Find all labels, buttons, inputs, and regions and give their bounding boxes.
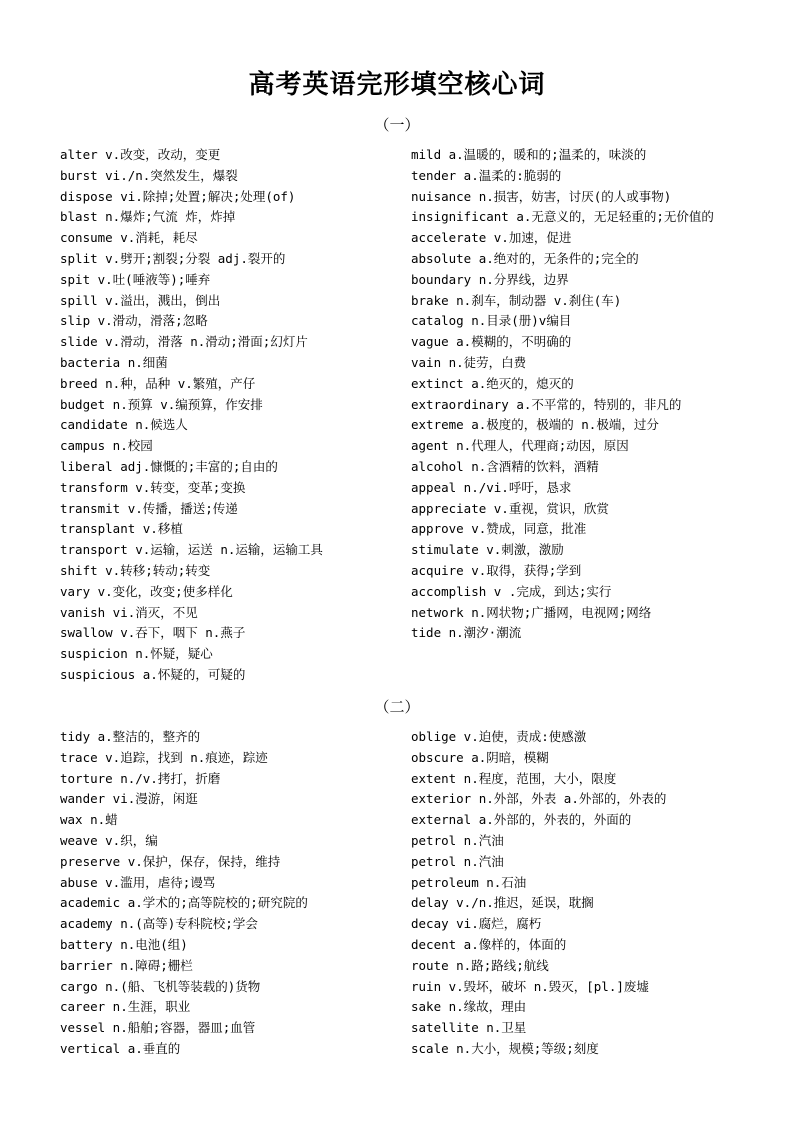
vocab-entry: obscure a.阴暗，模糊 bbox=[411, 749, 549, 765]
vocab-entry: mild a.温暖的，暖和的;温柔的，味淡的 bbox=[411, 147, 647, 162]
section-1-right-column bbox=[411, 145, 736, 644]
vocab-entry: battery n.电池(组) bbox=[60, 936, 188, 952]
vocab-entry: slip v.滑动，滑落;忽略 bbox=[60, 313, 208, 329]
vocab-entry: preserve v.保护，保存，保持，维持 bbox=[60, 853, 281, 869]
vocab-entry: career n.生涯，职业 bbox=[60, 999, 191, 1015]
vocab-entry: decent a.像样的，体面的 bbox=[411, 936, 567, 952]
vocab-entry: vanish vi.消灭，不见 bbox=[60, 604, 198, 620]
vocab-entry: liberal adj.慷慨的;丰富的;自由的 bbox=[60, 458, 278, 474]
vocab-entry: suspicious a.怀疑的，可疑的 bbox=[60, 666, 246, 682]
vocab-entry: appreciate v.重视，赏识，欣赏 bbox=[411, 500, 609, 516]
vocab-entry: vague a.模糊的，不明确的 bbox=[411, 334, 572, 350]
vocab-entry: satellite n.卫星 bbox=[411, 1020, 527, 1036]
vocab-entry: wander vi.漫游，闲逛 bbox=[60, 791, 198, 807]
vocab-entry: campus n.校园 bbox=[60, 438, 153, 454]
vocab-entry: extreme a.极度的，极端的 n.极端，过分 bbox=[411, 417, 659, 433]
vocab-entry: vain n.徒劳，白费 bbox=[411, 354, 527, 370]
vocab-entry: spit v.吐(唾液等);唾弃 bbox=[60, 271, 211, 287]
vocab-entry: petroleum n.石油 bbox=[411, 874, 527, 890]
vocab-entry: vessel n.船舶;容器，器皿;血管 bbox=[60, 1020, 256, 1036]
vocab-entry: absolute a.绝对的，无条件的;完全的 bbox=[411, 250, 639, 266]
vocab-entry: transmit v.传播，播送;传递 bbox=[60, 500, 238, 516]
vocab-entry: accelerate v.加速，促进 bbox=[411, 230, 572, 246]
vocab-entry: suspicion n.怀疑，疑心 bbox=[60, 646, 213, 662]
vocab-entry: budget n.预算 v.编预算，作安排 bbox=[60, 396, 263, 412]
vocab-entry: extraordinary a.不平常的，特别的，非凡的 bbox=[411, 396, 682, 412]
vocab-entry: blast n.爆炸;气流 炸，炸掉 bbox=[60, 209, 236, 225]
vocab-entry: petrol n.汽油 bbox=[411, 853, 504, 869]
vocab-entry: approve v.赞成，同意，批准 bbox=[411, 521, 587, 537]
vocab-entry: brake n.刹车，制动器 v.刹住(车) bbox=[411, 292, 622, 308]
vocab-entry: academy n.(高等)专科院校;学会 bbox=[60, 916, 258, 932]
vocab-entry: candidate n.候选人 bbox=[60, 417, 188, 433]
vocab-entry: stimulate v.刺激，激励 bbox=[411, 542, 564, 558]
vocab-entry: petrol n.汽油 bbox=[411, 832, 504, 848]
vocab-entry: vary v.变化，改变;使多样化 bbox=[60, 583, 233, 599]
vocab-entry: vertical a.垂直的 bbox=[60, 1040, 181, 1056]
vocab-entry: shift v.转移;转动;转变 bbox=[60, 562, 211, 578]
vocab-entry: weave v.织，编 bbox=[60, 832, 158, 848]
vocab-entry: torture n./v.拷打，折磨 bbox=[60, 770, 221, 786]
vocab-entry: tide n.潮汐·潮流 bbox=[411, 625, 522, 641]
vocab-entry: appeal n./vi.呼吁，恳求 bbox=[411, 479, 572, 495]
vocab-entry: nuisance n.损害，妨害，讨厌(的人或事物) bbox=[411, 188, 672, 204]
vocab-entry: exterior n.外部，外表 a.外部的，外表的 bbox=[411, 791, 667, 807]
vocab-entry: acquire v.取得，获得;学到 bbox=[411, 562, 582, 578]
vocab-entry: spill v.溢出，溅出，倒出 bbox=[60, 292, 221, 308]
vocab-entry: tidy a.整洁的，整齐的 bbox=[60, 729, 201, 744]
vocab-entry: route n.路;路线;航线 bbox=[411, 957, 549, 973]
vocab-entry: delay v./n.推迟，延误，耽搁 bbox=[411, 895, 594, 911]
vocab-entry: catalog n.目录(册)v编目 bbox=[411, 313, 572, 329]
page-title: 高考英语完形填空核心词 bbox=[248, 70, 546, 100]
vocab-entry: academic a.学术的;高等院校的;研究院的 bbox=[60, 895, 308, 911]
vocab-entry: accomplish v .完成，到达;实行 bbox=[411, 583, 612, 599]
vocab-entry: transform v.转变，变革;变换 bbox=[60, 479, 246, 495]
vocab-entry: decay vi.腐烂，腐朽 bbox=[411, 916, 542, 932]
vocab-entry: tender a.温柔的:脆弱的 bbox=[411, 167, 562, 183]
vocab-entry: agent n.代理人，代理商;动因，原因 bbox=[411, 438, 629, 454]
vocab-entry: insignificant a.无意义的，无足轻重的;无价值的 bbox=[411, 209, 714, 225]
section-heading-1: （一） bbox=[374, 116, 420, 134]
vocab-entry: transport v.运输，运送 n.运输，运输工具 bbox=[60, 542, 323, 558]
section-1-left-column bbox=[60, 145, 405, 686]
vocab-entry: external a.外部的，外表的，外面的 bbox=[411, 812, 632, 828]
section-heading-2: （二） bbox=[374, 698, 420, 716]
vocab-entry: burst vi./n.突然发生，爆裂 bbox=[60, 167, 238, 183]
vocab-entry: extent n.程度，范围，大小，限度 bbox=[411, 770, 617, 786]
vocab-entry: cargo n.(船、飞机等装载的)货物 bbox=[60, 978, 261, 994]
vocab-entry: oblige v.迫使，责成:使感激 bbox=[411, 729, 587, 744]
vocab-entry: barrier n.障碍;栅栏 bbox=[60, 957, 193, 973]
vocab-entry: transplant v.移植 bbox=[60, 521, 183, 537]
vocab-entry: dispose vi.除掉;处置;解决;处理(of) bbox=[60, 188, 296, 204]
vocab-entry: sake n.缘故，理由 bbox=[411, 999, 527, 1015]
vocab-entry: wax n.蜡 bbox=[60, 812, 118, 828]
vocab-entry: consume v.消耗，耗尽 bbox=[60, 230, 198, 246]
section-2-right-column bbox=[411, 727, 736, 1060]
vocab-entry: split v.劈开;割裂;分裂 adj.裂开的 bbox=[60, 250, 286, 266]
vocab-entry: slide v.滑动，滑落 n.滑动;滑面;幻灯片 bbox=[60, 334, 308, 350]
vocab-entry: alcohol n.含酒精的饮料，酒精 bbox=[411, 458, 599, 474]
vocab-entry: ruin v.毁坏，破坏 n.毁灭，[pl.]废墟 bbox=[411, 978, 649, 994]
vocab-entry: alter v.改变，改动，变更 bbox=[60, 147, 221, 162]
vocab-entry: boundary n.分界线，边界 bbox=[411, 271, 569, 287]
vocab-entry: breed n.种，品种 v.繁殖，产仔 bbox=[60, 375, 256, 391]
vocab-entry: bacteria n.细菌 bbox=[60, 354, 168, 370]
vocab-entry: scale n.大小，规模;等级;刻度 bbox=[411, 1040, 599, 1056]
vocab-entry: extinct a.绝灭的，熄灭的 bbox=[411, 375, 574, 391]
vocab-entry: swallow v.吞下，咽下 n.燕子 bbox=[60, 625, 246, 641]
vocab-entry: abuse v.滥用，虐待;谩骂 bbox=[60, 874, 216, 890]
vocab-entry: network n.网状物;广播网，电视网;网络 bbox=[411, 604, 652, 620]
section-2-left-column bbox=[60, 727, 405, 1060]
vocab-entry: trace v.追踪，找到 n.痕迹，踪迹 bbox=[60, 749, 268, 765]
